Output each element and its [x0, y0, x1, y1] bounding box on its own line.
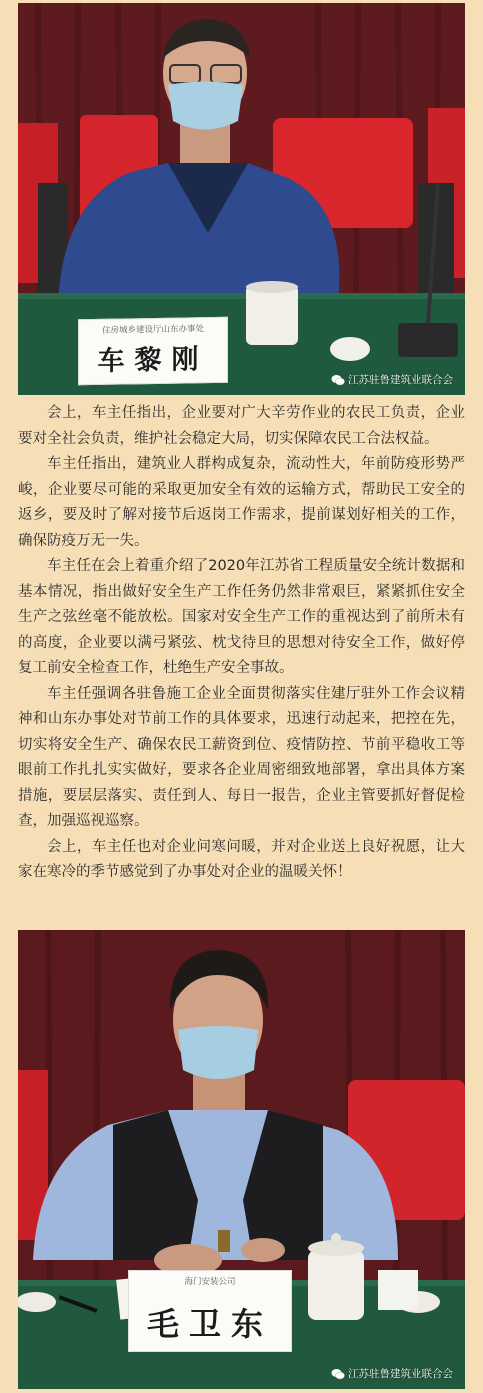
nameplate-bottom [128, 1270, 292, 1352]
paragraph: 会上，车主任指出，企业要对广大辛劳作业的农民工负责，企业要对全社会负责，维护社会稳定大局，切实保障农民工合法权益。 [18, 405, 465, 447]
paragraph: 车主任在会上着重介绍了2020年江苏省工程质量安全统计数据和基本情况，指出做好安全生产工作任务仍然非常艰巨，紧紧抓住安全生产之弦丝毫不能放松。国家对安全生产工作的重视达到了前所未有的高度，企业要以满弓紧弦、枕戈待旦的思想对待安全工作，做好停复工前安全检查工作，杜绝生产安全事故。 [18, 558, 465, 676]
paragraph: 车主任指出，建筑业人群构成复杂，流动性大，年前防疫形势严峻，企业要尽可能的采取更加安全有效的运输方式，帮助民工安全的返乡，要及时了解对接节后返岗工作需求，提前谋划好相关的工作，确保防疫万无一失。 [18, 456, 465, 549]
paragraph: 车主任强调各驻鲁施工企业全面贯彻落实住建厅驻外工作会议精神和山东办事处对节前工作的具体要求，迅速行动起来，把控在先，切实将安全生产、确保农民工薪资到位、疫情防控、节前平稳收工等眼前工作扎扎实实做好，要求各企业周密细致地部署，拿出具体方案措施，要层层落实、责任到人、每日一报告，企业主管要抓好督促检查，加强巡视巡察。 [18, 685, 465, 829]
nameplate-name: 毛卫东 [146, 1305, 273, 1343]
nameplate-top [78, 317, 228, 386]
nameplate-name: 车黎刚 [97, 344, 209, 377]
watermark-text: 江苏驻鲁建筑业联合会 [348, 374, 453, 386]
watermark-text: 江苏驻鲁建筑业联合会 [348, 1368, 453, 1380]
nameplate-org: 住房城乡建设厅山东办事处 [101, 324, 204, 336]
wechat-icon [331, 374, 345, 386]
wechat-icon [331, 1368, 345, 1380]
photo-speaker-top [18, 3, 465, 395]
nameplate-org: 海门安装公司 [184, 1277, 236, 1287]
photo-speaker-bottom [18, 930, 465, 1389]
watermark [331, 372, 453, 387]
watermark [331, 1366, 453, 1381]
paragraph: 会上，车主任也对企业问寒问暖，并对企业送上良好祝愿，让大家在寒冷的季节感觉到了办事处对企业的温暖关怀！ [18, 838, 465, 880]
article-body [18, 401, 465, 886]
